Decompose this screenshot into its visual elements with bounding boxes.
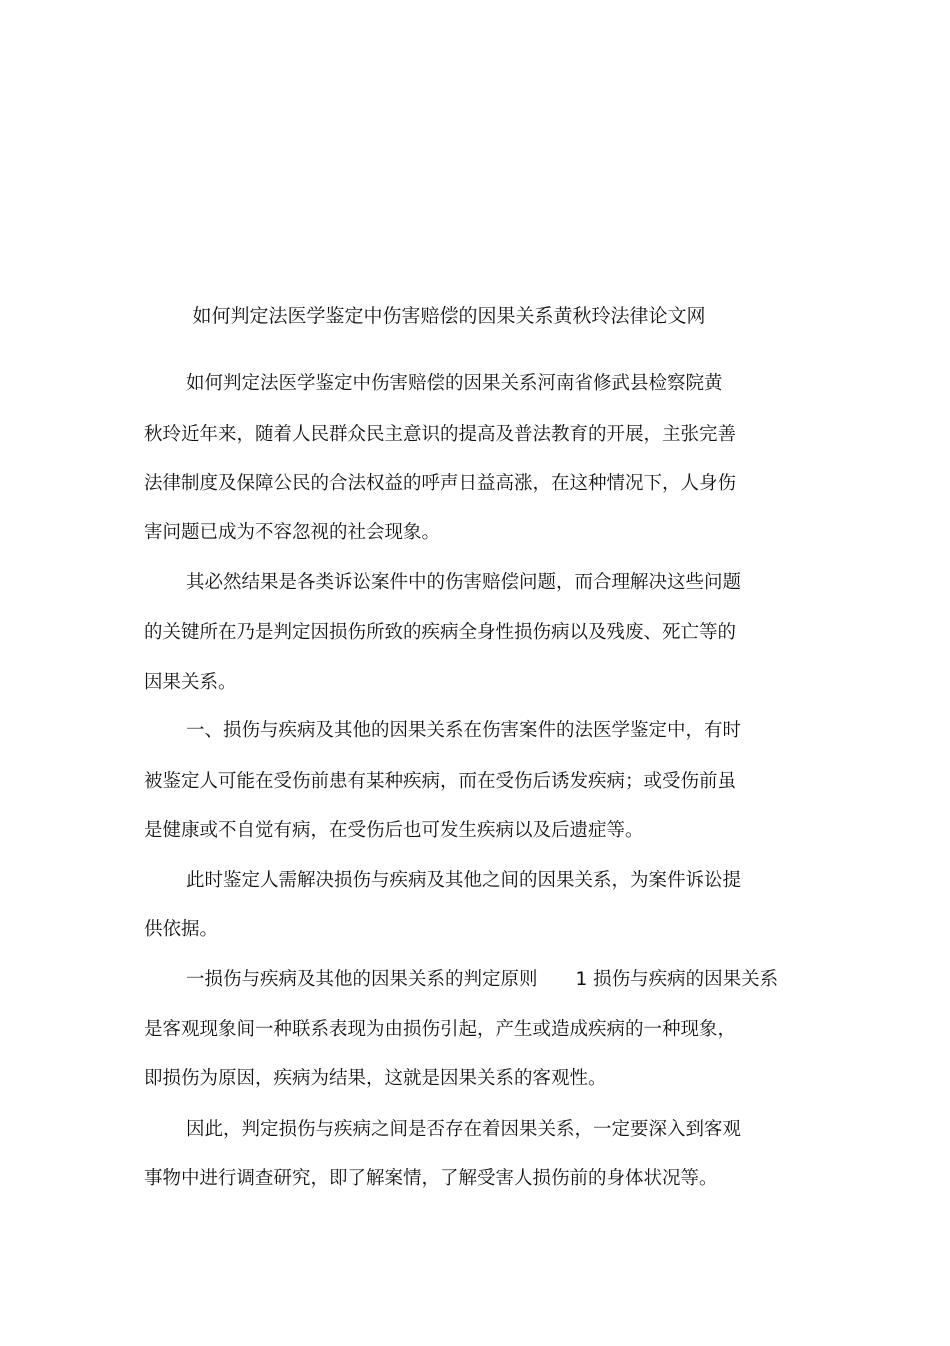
paragraph-line: 一、损伤与疾病及其他的因果关系在伤害案件的法医学鉴定中，有时	[186, 720, 742, 741]
paragraph-line: 是健康或不自觉有病，在受伤后也可发生疾病以及后遗症等。	[144, 820, 644, 841]
paragraph-line	[186, 965, 778, 995]
paragraph-line: 秋玲近年来，随着人民群众民主意识的提高及普法教育的开展，主张完善	[144, 424, 737, 445]
paragraph-line: 被鉴定人可能在受伤前患有某种疾病，而在受伤后诱发疾病；或受伤前虽	[144, 771, 737, 792]
paragraph-line: 如何判定法医学鉴定中伤害赔偿的因果关系河南省修武县检察院黄	[186, 373, 723, 394]
paragraph-line: 其必然结果是各类诉讼案件中的伤害赔偿问题，而合理解决这些问题	[186, 572, 742, 593]
document-title: 如何判定法医学鉴定中伤害赔偿的因果关系黄秋玲法律论文网	[192, 305, 706, 327]
paragraph-line: 事物中进行调查研究，即了解案情，了解受害人损伤前的身体状况等。	[144, 1168, 718, 1189]
paragraph-line: 法律制度及保障公民的合法权益的呼声日益高涨，在这种情况下，人身伤	[144, 473, 737, 494]
paragraph-line: 是客观现象间一种联系表现为由损伤引起，产生或造成疾病的一种现象，	[144, 1019, 737, 1040]
paragraph-line: 即损伤为原因，疾病为结果，这就是因果关系的客观性。	[144, 1068, 607, 1089]
paragraph-line: 因果关系。	[144, 672, 237, 693]
paragraph-line: 害问题已成为不容忽视的社会现象。	[144, 522, 441, 543]
subsection-heading: 1 损伤与疾病的因果关系	[575, 969, 779, 990]
paragraph-line: 的关键所在乃是判定因损伤所致的疾病全身性损伤病以及残废、死亡等的	[144, 622, 737, 643]
principle-heading: 一损伤与疾病及其他的因果关系的判定原则	[186, 969, 538, 990]
paragraph-line: 此时鉴定人需解决损伤与疾病及其他之间的因果关系，为案件诉讼提	[186, 870, 742, 891]
paragraph-line: 因此，判定损伤与疾病之间是否存在着因果关系，一定要深入到客观	[186, 1119, 742, 1140]
paragraph-line: 供依据。	[144, 919, 219, 940]
